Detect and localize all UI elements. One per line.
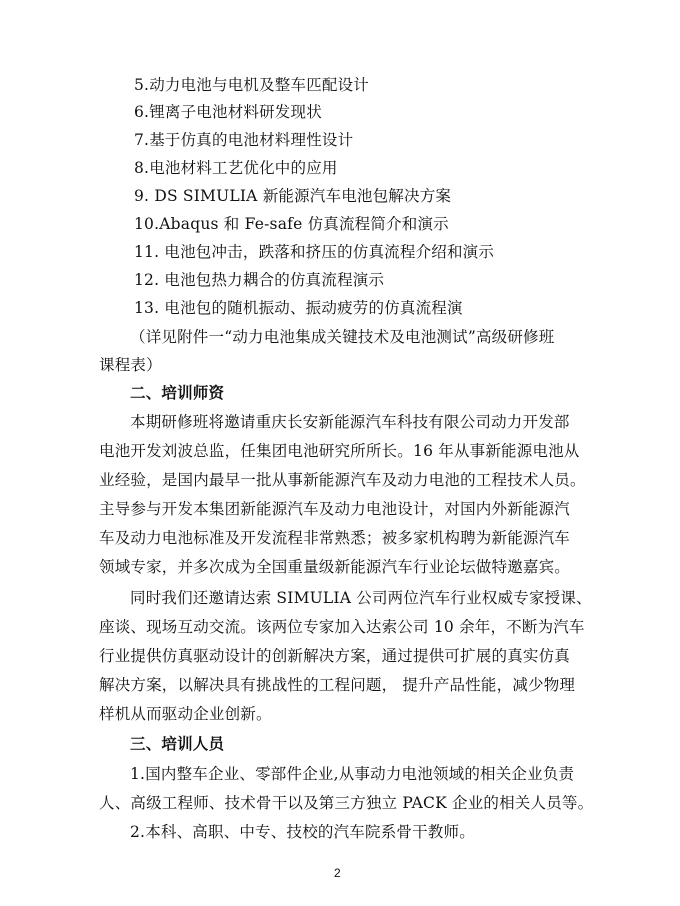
- paragraph-line: 解决方案，以解决具有挑战性的工程问题， 提升产品性能，减少物理: [99, 676, 576, 694]
- section-heading-faculty: 二、培训师资: [130, 384, 225, 402]
- section-heading-trainees: 三、培训人员: [130, 735, 225, 753]
- course-item: 13. 电池包的随机振动、振动疲劳的仿真流程演: [134, 299, 463, 317]
- paragraph-line: 领域专家，并多次成为全国重量级新能源汽车行业论坛做特邀嘉宾。: [99, 558, 571, 576]
- course-item: 9. DS SIMULIA 新能源汽车电池包解决方案: [134, 187, 452, 205]
- paragraph-line: 样机从而驱动企业创新。: [99, 705, 272, 723]
- course-item: 8.电池材料工艺优化中的应用: [134, 159, 338, 177]
- attachment-note: （详见附件一“动力电池集成关键技术及电池测试”高级研修班: [130, 328, 555, 346]
- paragraph-line: 座谈、现场互动交流。该两位专家加入达索公司 10 余年，不断为汽车: [99, 618, 585, 636]
- page-number: 2: [334, 866, 341, 880]
- paragraph-line: 人、高级工程师、技术骨干以及第三方独立 PACK 企业的相关人员等。: [99, 794, 594, 812]
- attachment-note: 课程表）: [99, 356, 162, 374]
- paragraph-line: 本期研修班将邀请重庆长安新能源汽车科技有限公司动力开发部: [130, 413, 570, 431]
- course-item: 11. 电池包冲击，跌落和挤压的仿真流程介绍和演示: [134, 243, 495, 261]
- course-item: 10.Abaqus 和 Fe-safe 仿真流程简介和演示: [134, 215, 449, 233]
- paragraph-line: 2.本科、高职、中专、技校的汽车院系骨干教师。: [130, 823, 475, 841]
- paragraph-line: 主导参与开发本集团新能源汽车及动力电池设计，对国内外新能源汽: [99, 500, 571, 518]
- course-item: 7.基于仿真的电池材料理性设计: [134, 131, 354, 149]
- paragraph-line: 车及动力电池标准及开发流程非常熟悉；被多家机构聘为新能源汽车: [99, 529, 571, 547]
- paragraph-line: 1.国内整车企业、零部件企业,从事动力电池领域的相关企业负责: [130, 765, 575, 783]
- paragraph-line: 同时我们还邀请达索 SIMULIA 公司两位汽车行业权威专家授课、: [130, 589, 592, 607]
- paragraph-line: 电池开发刘波总监，任集团电池研究所所长。16 年从事新能源电池从: [99, 442, 580, 460]
- course-item: 12. 电池包热力耦合的仿真流程演示: [134, 271, 385, 289]
- paragraph-line: 行业提供仿真驱动设计的创新解决方案，通过提供可扩展的真实仿真: [99, 647, 571, 665]
- course-item: 6.锂离子电池材料研发现状: [134, 103, 322, 121]
- course-item: 5.动力电池与电机及整车匹配设计: [134, 76, 369, 94]
- paragraph-line: 业经验，是国内最早一批从事新能源汽车及动力电池的工程技术人员。: [99, 471, 586, 489]
